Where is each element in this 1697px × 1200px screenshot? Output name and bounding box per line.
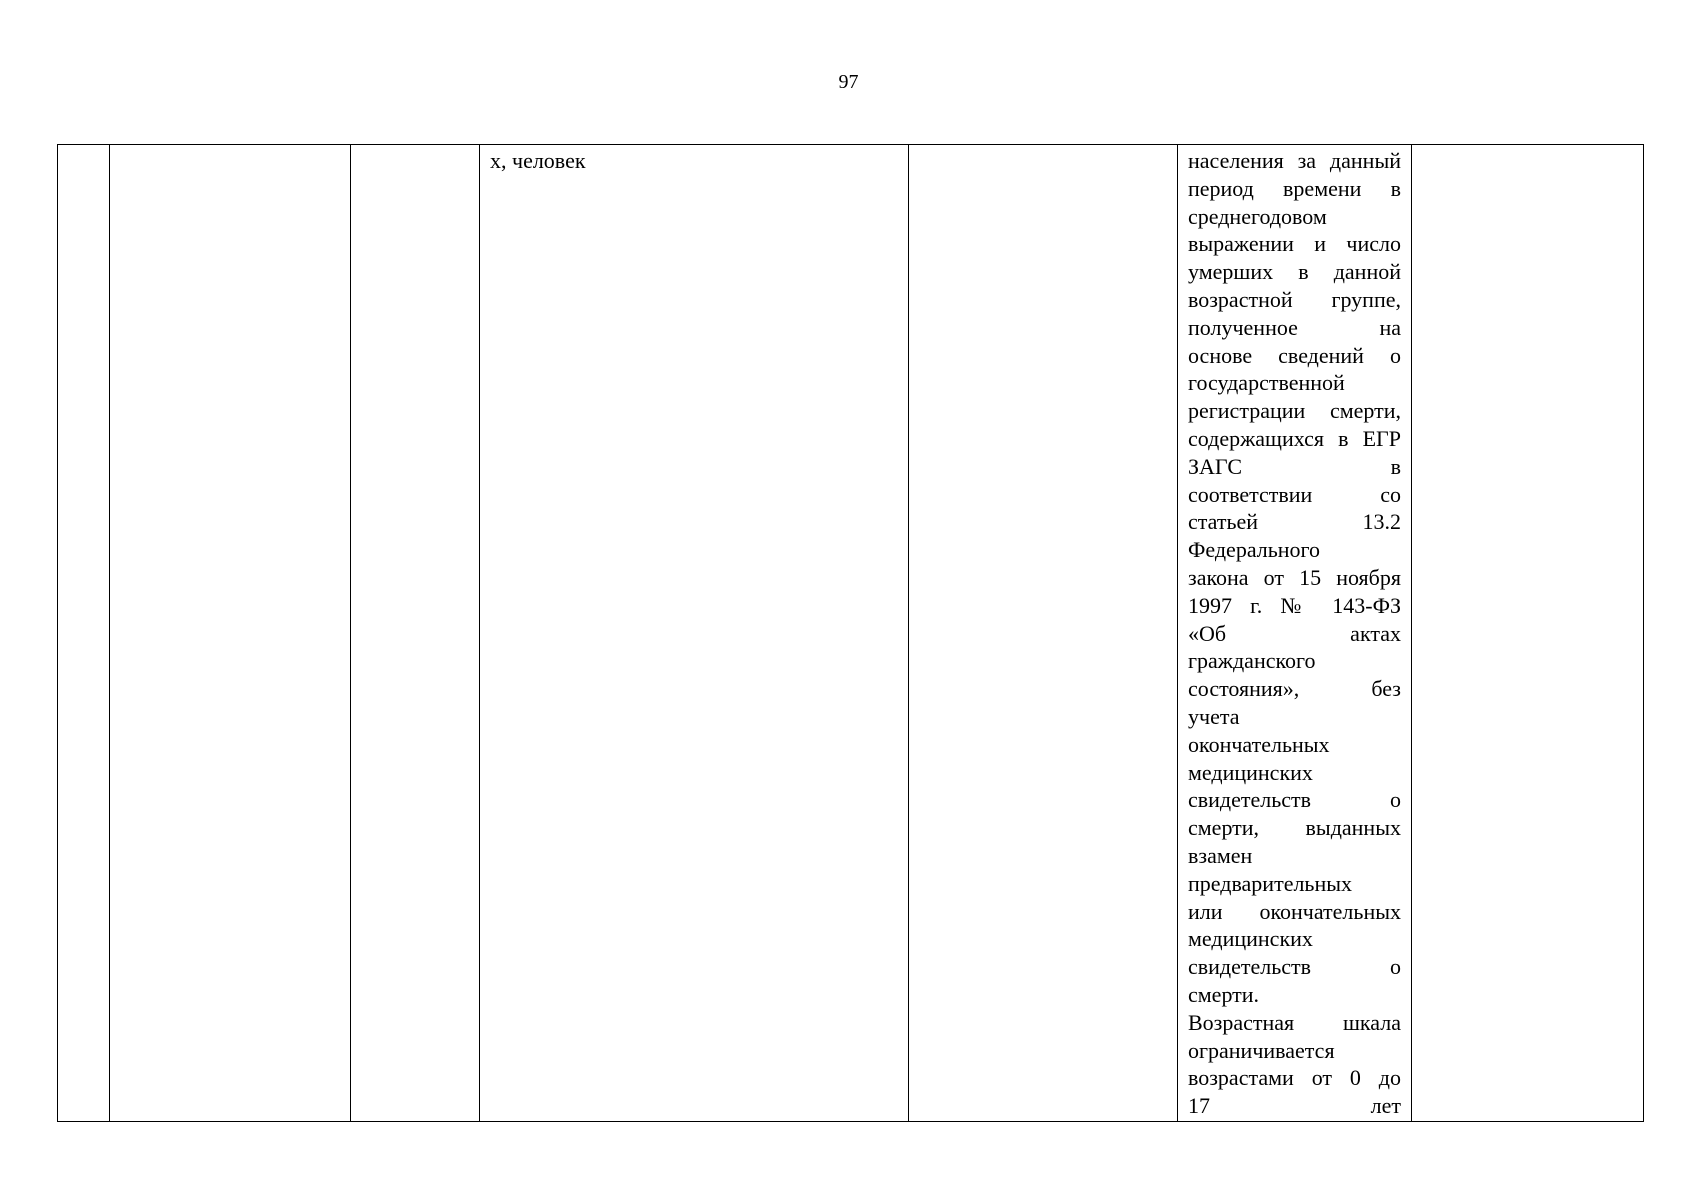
methodology-line: свидетельств о — [1188, 787, 1401, 813]
methodology-line: умерших в данной — [1188, 259, 1401, 285]
methodology-line: 17 лет — [1188, 1093, 1401, 1119]
table-cell-last — [1412, 145, 1644, 1122]
table-cell-unit — [351, 145, 480, 1122]
methodology-line: гражданского — [1188, 648, 1316, 674]
methodology-line: окончательных — [1188, 731, 1330, 757]
methodology-line: смерти. — [1188, 981, 1260, 1007]
methodology-line: взамен — [1188, 842, 1253, 868]
methodology-line: населения за данный — [1188, 148, 1401, 173]
methodology-line: учета — [1188, 703, 1240, 729]
methodology-line: возрастной группе, — [1188, 286, 1401, 312]
methodology-line: свидетельств о — [1188, 954, 1401, 980]
page-number: 97 — [838, 71, 859, 93]
methodology-line: закона от 15 ноября — [1188, 564, 1401, 590]
indicator-text: х, человек — [490, 148, 586, 173]
methodology-line: состояния», без — [1188, 676, 1401, 702]
table-cell-methodology — [1178, 145, 1412, 1122]
table-row — [58, 145, 1644, 1122]
methodology-text — [1178, 145, 1411, 1120]
methodology-line: смерти, выданных — [1188, 815, 1401, 841]
methodology-line: Возрастная шкала — [1188, 1009, 1401, 1035]
methodology-line: основе сведений о — [1188, 342, 1401, 368]
methodology-line: Федерального — [1188, 537, 1321, 563]
methodology-line: медицинских — [1188, 926, 1313, 952]
table-cell-name — [110, 145, 351, 1122]
methodology-line: государственной — [1188, 370, 1345, 396]
methodology-line: содержащихся в ЕГР — [1188, 425, 1401, 451]
methodology-line: возрастами от 0 до — [1188, 1065, 1401, 1091]
methodology-line: медицинских — [1188, 759, 1313, 785]
methodology-line: среднегодовом — [1188, 203, 1327, 229]
methodology-line: период времени в — [1188, 175, 1401, 201]
table-cell-indicator — [480, 145, 909, 1122]
methodology-line: предварительных — [1188, 870, 1353, 896]
methodology-line: 1997 г. № 143-ФЗ — [1188, 592, 1401, 618]
table-cell-number — [58, 145, 110, 1122]
methodology-line: или окончательных — [1188, 898, 1401, 924]
methodology-line: выражении и число — [1188, 231, 1401, 257]
methodology-line: регистрации смерти, — [1188, 398, 1401, 424]
methodology-line: ограничивается — [1188, 1037, 1335, 1063]
table-cell-empty — [909, 145, 1178, 1122]
document-table — [57, 144, 1644, 1122]
methodology-line: соответствии со — [1188, 481, 1401, 507]
methodology-line: «Об актах — [1188, 620, 1401, 646]
methodology-line: полученное на — [1188, 314, 1401, 340]
methodology-line: статьей 13.2 — [1188, 509, 1401, 535]
methodology-line: ЗАГС в — [1188, 453, 1401, 479]
